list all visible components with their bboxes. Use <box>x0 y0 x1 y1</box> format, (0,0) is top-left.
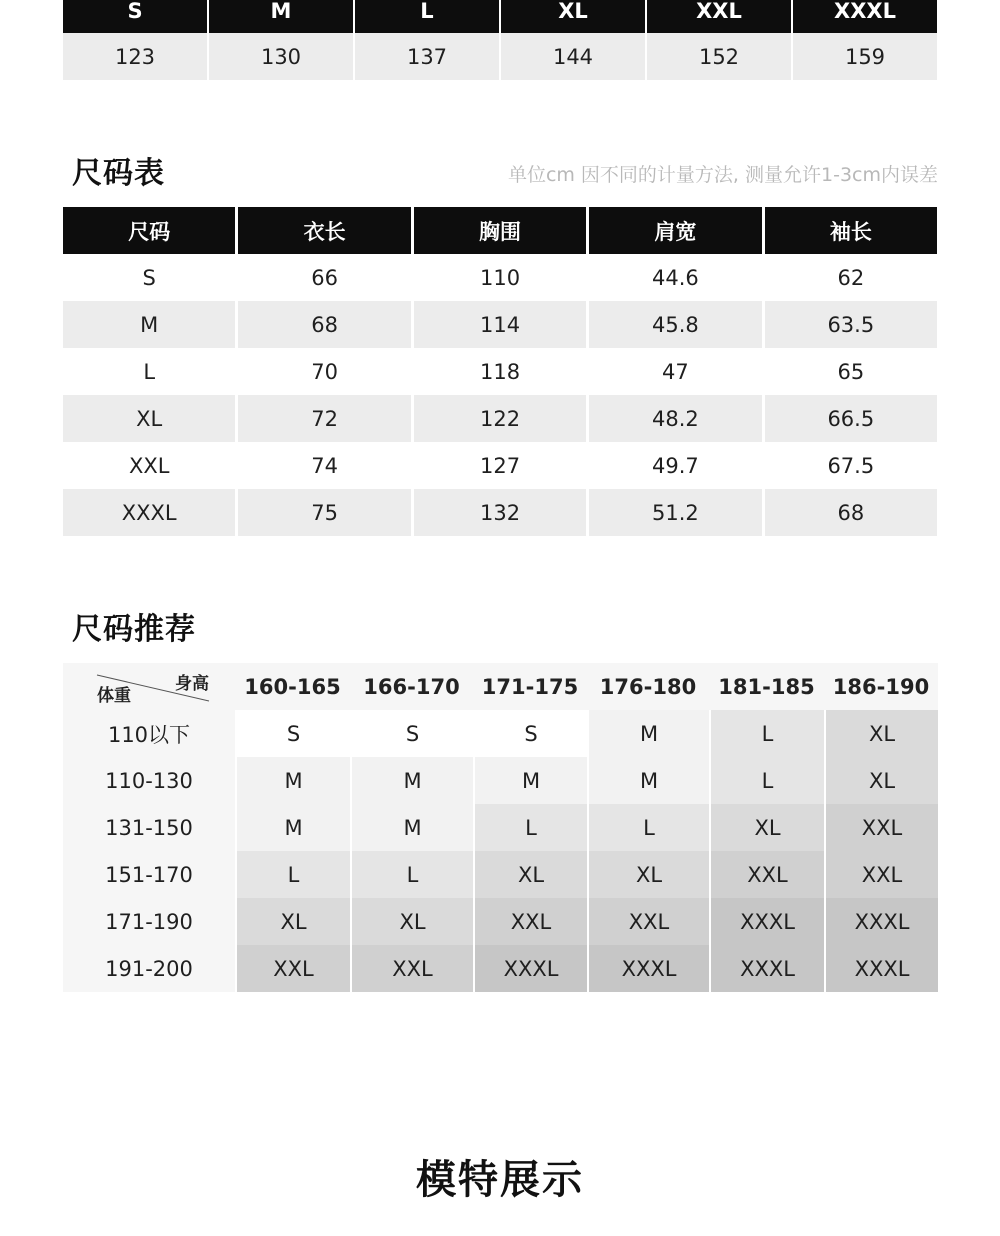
measurement-cell: 70 <box>235 348 410 395</box>
top-measurement-table <box>63 0 937 80</box>
size-chart-table <box>63 207 937 536</box>
height-header-cell: 176-180 <box>587 663 709 710</box>
recommendation-body <box>63 710 938 992</box>
measurement-cell: 75 <box>235 489 410 536</box>
recommended-size-cell: XXL <box>824 851 938 898</box>
recommended-size-cell: XXXL <box>824 945 938 992</box>
top-table-header <box>63 0 937 33</box>
top-value-cell: 123 <box>63 33 207 80</box>
top-header-cell: S <box>63 0 207 33</box>
recommended-size-cell: M <box>350 804 473 851</box>
size-table-row <box>63 442 937 489</box>
recommended-size-cell: M <box>235 804 350 851</box>
recommended-size-cell: XXXL <box>587 945 709 992</box>
recommendation-row <box>63 945 938 992</box>
recommended-size-cell: XL <box>473 851 587 898</box>
recommended-size-cell: L <box>350 851 473 898</box>
recommended-size-cell: XL <box>587 851 709 898</box>
top-value-cell: 152 <box>645 33 791 80</box>
size-table-row <box>63 489 937 536</box>
height-header-cell: 181-185 <box>709 663 824 710</box>
size-label-cell: S <box>63 254 235 301</box>
recommended-size-cell: XL <box>824 710 938 757</box>
recommended-size-cell: M <box>587 710 709 757</box>
recommended-size-cell: M <box>350 757 473 804</box>
measurement-cell: 118 <box>411 348 586 395</box>
recommended-size-cell: L <box>587 804 709 851</box>
recommended-size-cell: XXL <box>350 945 473 992</box>
recommended-size-cell: S <box>473 710 587 757</box>
recommended-size-cell: XXL <box>709 851 824 898</box>
top-header-cell: L <box>353 0 499 33</box>
corner-cell <box>63 663 235 710</box>
recommendation-title: 尺码推荐 <box>72 612 196 647</box>
recommended-size-cell: XL <box>350 898 473 945</box>
height-header-cell: 160-165 <box>235 663 350 710</box>
top-header-cell: XL <box>499 0 645 33</box>
measurement-cell: 48.2 <box>586 395 761 442</box>
recommended-size-cell: XXL <box>587 898 709 945</box>
size-label-cell: XXXL <box>63 489 235 536</box>
top-header-cell: XXL <box>645 0 791 33</box>
measurement-cell: 132 <box>411 489 586 536</box>
measurement-cell: 72 <box>235 395 410 442</box>
recommended-size-cell: S <box>235 710 350 757</box>
measurement-cell: 68 <box>762 489 937 536</box>
weight-range-cell: 171-190 <box>63 898 235 945</box>
recommended-size-cell: XXL <box>235 945 350 992</box>
size-table-row <box>63 301 937 348</box>
size-table-header <box>63 207 937 254</box>
diagonal-divider <box>63 663 235 710</box>
recommended-size-cell: XL <box>824 757 938 804</box>
size-header-cell: 胸围 <box>411 207 586 254</box>
recommended-size-cell: L <box>235 851 350 898</box>
recommended-size-cell: M <box>587 757 709 804</box>
weight-range-cell: 110以下 <box>63 710 235 757</box>
recommended-size-cell: XXXL <box>824 898 938 945</box>
measurement-cell: 44.6 <box>586 254 761 301</box>
measurement-note: 单位cm 因不同的计量方法, 测量允许1-3cm内误差 <box>507 164 938 186</box>
recommended-size-cell: L <box>709 710 824 757</box>
recommended-size-cell: XXXL <box>473 945 587 992</box>
recommendation-row <box>63 851 938 898</box>
top-value-cell: 130 <box>207 33 353 80</box>
recommendation-row <box>63 710 938 757</box>
recommended-size-cell: L <box>473 804 587 851</box>
recommended-size-cell: XL <box>709 804 824 851</box>
recommendation-row <box>63 898 938 945</box>
measurement-cell: 66.5 <box>762 395 937 442</box>
recommended-size-cell: L <box>709 757 824 804</box>
measurement-cell: 65 <box>762 348 937 395</box>
size-chart-title: 尺码表 <box>72 156 165 191</box>
top-value-cell: 159 <box>791 33 937 80</box>
size-table-row <box>63 395 937 442</box>
size-table-row <box>63 348 937 395</box>
measurement-cell: 62 <box>762 254 937 301</box>
weight-axis-label: 体重 <box>97 686 131 706</box>
top-table-row <box>63 33 937 80</box>
measurement-cell: 127 <box>411 442 586 489</box>
measurement-cell: 68 <box>235 301 410 348</box>
size-table-body <box>63 254 937 536</box>
size-label-cell: XL <box>63 395 235 442</box>
recommended-size-cell: M <box>235 757 350 804</box>
size-table-row <box>63 254 937 301</box>
weight-range-cell: 191-200 <box>63 945 235 992</box>
top-header-cell: XXXL <box>791 0 937 33</box>
height-header-cell: 171-175 <box>473 663 587 710</box>
top-value-cell: 137 <box>353 33 499 80</box>
measurement-cell: 114 <box>411 301 586 348</box>
measurement-cell: 45.8 <box>586 301 761 348</box>
recommended-size-cell: M <box>473 757 587 804</box>
measurement-cell: 110 <box>411 254 586 301</box>
measurement-cell: 51.2 <box>586 489 761 536</box>
recommended-size-cell: XL <box>235 898 350 945</box>
size-label-cell: L <box>63 348 235 395</box>
height-header-cell: 166-170 <box>350 663 473 710</box>
size-header-cell: 尺码 <box>63 207 235 254</box>
recommendation-row <box>63 757 938 804</box>
recommended-size-cell: XXL <box>824 804 938 851</box>
size-header-cell: 衣长 <box>235 207 410 254</box>
recommended-size-cell: XXXL <box>709 945 824 992</box>
height-header-cell: 186-190 <box>824 663 938 710</box>
measurement-cell: 67.5 <box>762 442 937 489</box>
top-value-cell: 144 <box>499 33 645 80</box>
recommended-size-cell: XXL <box>473 898 587 945</box>
size-label-cell: M <box>63 301 235 348</box>
size-recommendation-table <box>63 663 938 992</box>
top-header-cell: M <box>207 0 353 33</box>
size-header-cell: 肩宽 <box>586 207 761 254</box>
recommended-size-cell: S <box>350 710 473 757</box>
recommendation-header <box>63 663 938 710</box>
weight-range-cell: 110-130 <box>63 757 235 804</box>
measurement-cell: 47 <box>586 348 761 395</box>
measurement-cell: 66 <box>235 254 410 301</box>
measurement-cell: 63.5 <box>762 301 937 348</box>
measurement-cell: 74 <box>235 442 410 489</box>
size-header-cell: 袖长 <box>762 207 937 254</box>
measurement-cell: 49.7 <box>586 442 761 489</box>
size-label-cell: XXL <box>63 442 235 489</box>
recommended-size-cell: XXXL <box>709 898 824 945</box>
measurement-cell: 122 <box>411 395 586 442</box>
weight-range-cell: 131-150 <box>63 804 235 851</box>
weight-range-cell: 151-170 <box>63 851 235 898</box>
height-axis-label: 身高 <box>175 674 209 694</box>
recommendation-row <box>63 804 938 851</box>
model-showcase-title: 模特展示 <box>416 1157 584 1203</box>
